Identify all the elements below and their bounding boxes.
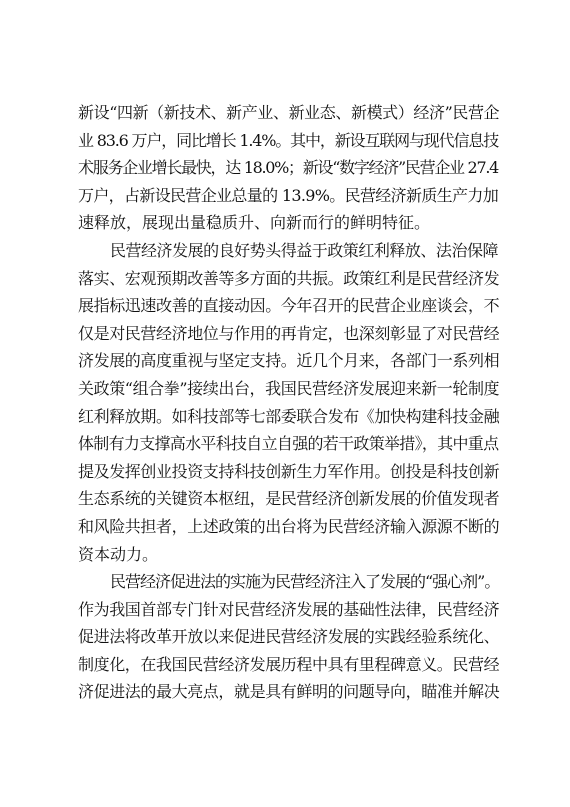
text-line: 生态系统的关键资本枢纽，是民营经济创新发展的价值发现者	[78, 489, 500, 509]
article-body	[78, 99, 498, 706]
text-line: 促进法将改革开放以来促进民营经济发展的实践经验系统化、	[78, 627, 500, 647]
text-line: 资本动力。	[78, 544, 159, 564]
text-line: 术服务企业增长最快，达 18.0%；新设“数字经济”民营企业 27.4	[78, 158, 498, 178]
text-line: 和风险共担者，上述政策的出台将为民营经济输入源源不断的	[78, 516, 500, 536]
text-line: 民营经济促进法的实施为民营经济注入了发展的“强心剂”。	[110, 572, 500, 592]
text-line: 展指标迅速改善的直接动因。今年召开的民营企业座谈会，不	[78, 296, 500, 316]
text-line: 作为我国首部专门针对民营经济发展的基础性法律，民营经济	[78, 599, 500, 619]
text-line: 新设“四新（新技术、新产业、新业态、新模式）经济”民营企	[78, 103, 500, 122]
text-line: 民营经济发展的良好势头得益于政策红利释放、法治保障	[110, 240, 498, 260]
text-line: 制度化，在我国民营经济发展历程中具有里程碑意义。民营经	[78, 654, 500, 674]
text-line: 济发展的高度重视与坚定支持。近几个月来，各部门一系列相	[78, 351, 500, 371]
text-line: 业 83.6 万户，同比增长 1.4%。其中，新设互联网与现代信息技	[78, 130, 498, 150]
text-line: 体制有力支撑高水平科技自立自强的若干政策举措》，其中重点	[78, 434, 499, 454]
text-line: 速释放，展现出量稳质升、向新而行的鲜明特征。	[78, 213, 431, 233]
text-line: 红利释放期。如科技部等七部委联合发布《加快构建科技金融	[78, 406, 500, 426]
text-line: 万户，占新设民营企业总量的 13.9%。民营经济新质生产力加	[78, 185, 498, 205]
text-line: 落实、宏观预期改善等多方面的共振。政策红利是民营经济发	[78, 268, 500, 288]
text-line: 提及发挥创业投资支持科技创新生力军作用。创投是科技创新	[78, 461, 500, 481]
text-line: 济促进法的最大亮点，就是具有鲜明的问题导向，瞄准并解决	[78, 682, 500, 702]
text-line: 关政策“组合拳”接续出台，我国民营经济发展迎来新一轮制度	[78, 378, 500, 398]
text-line: 仅是对民营经济地位与作用的再肯定，也深刻彰显了对民营经	[78, 323, 500, 343]
